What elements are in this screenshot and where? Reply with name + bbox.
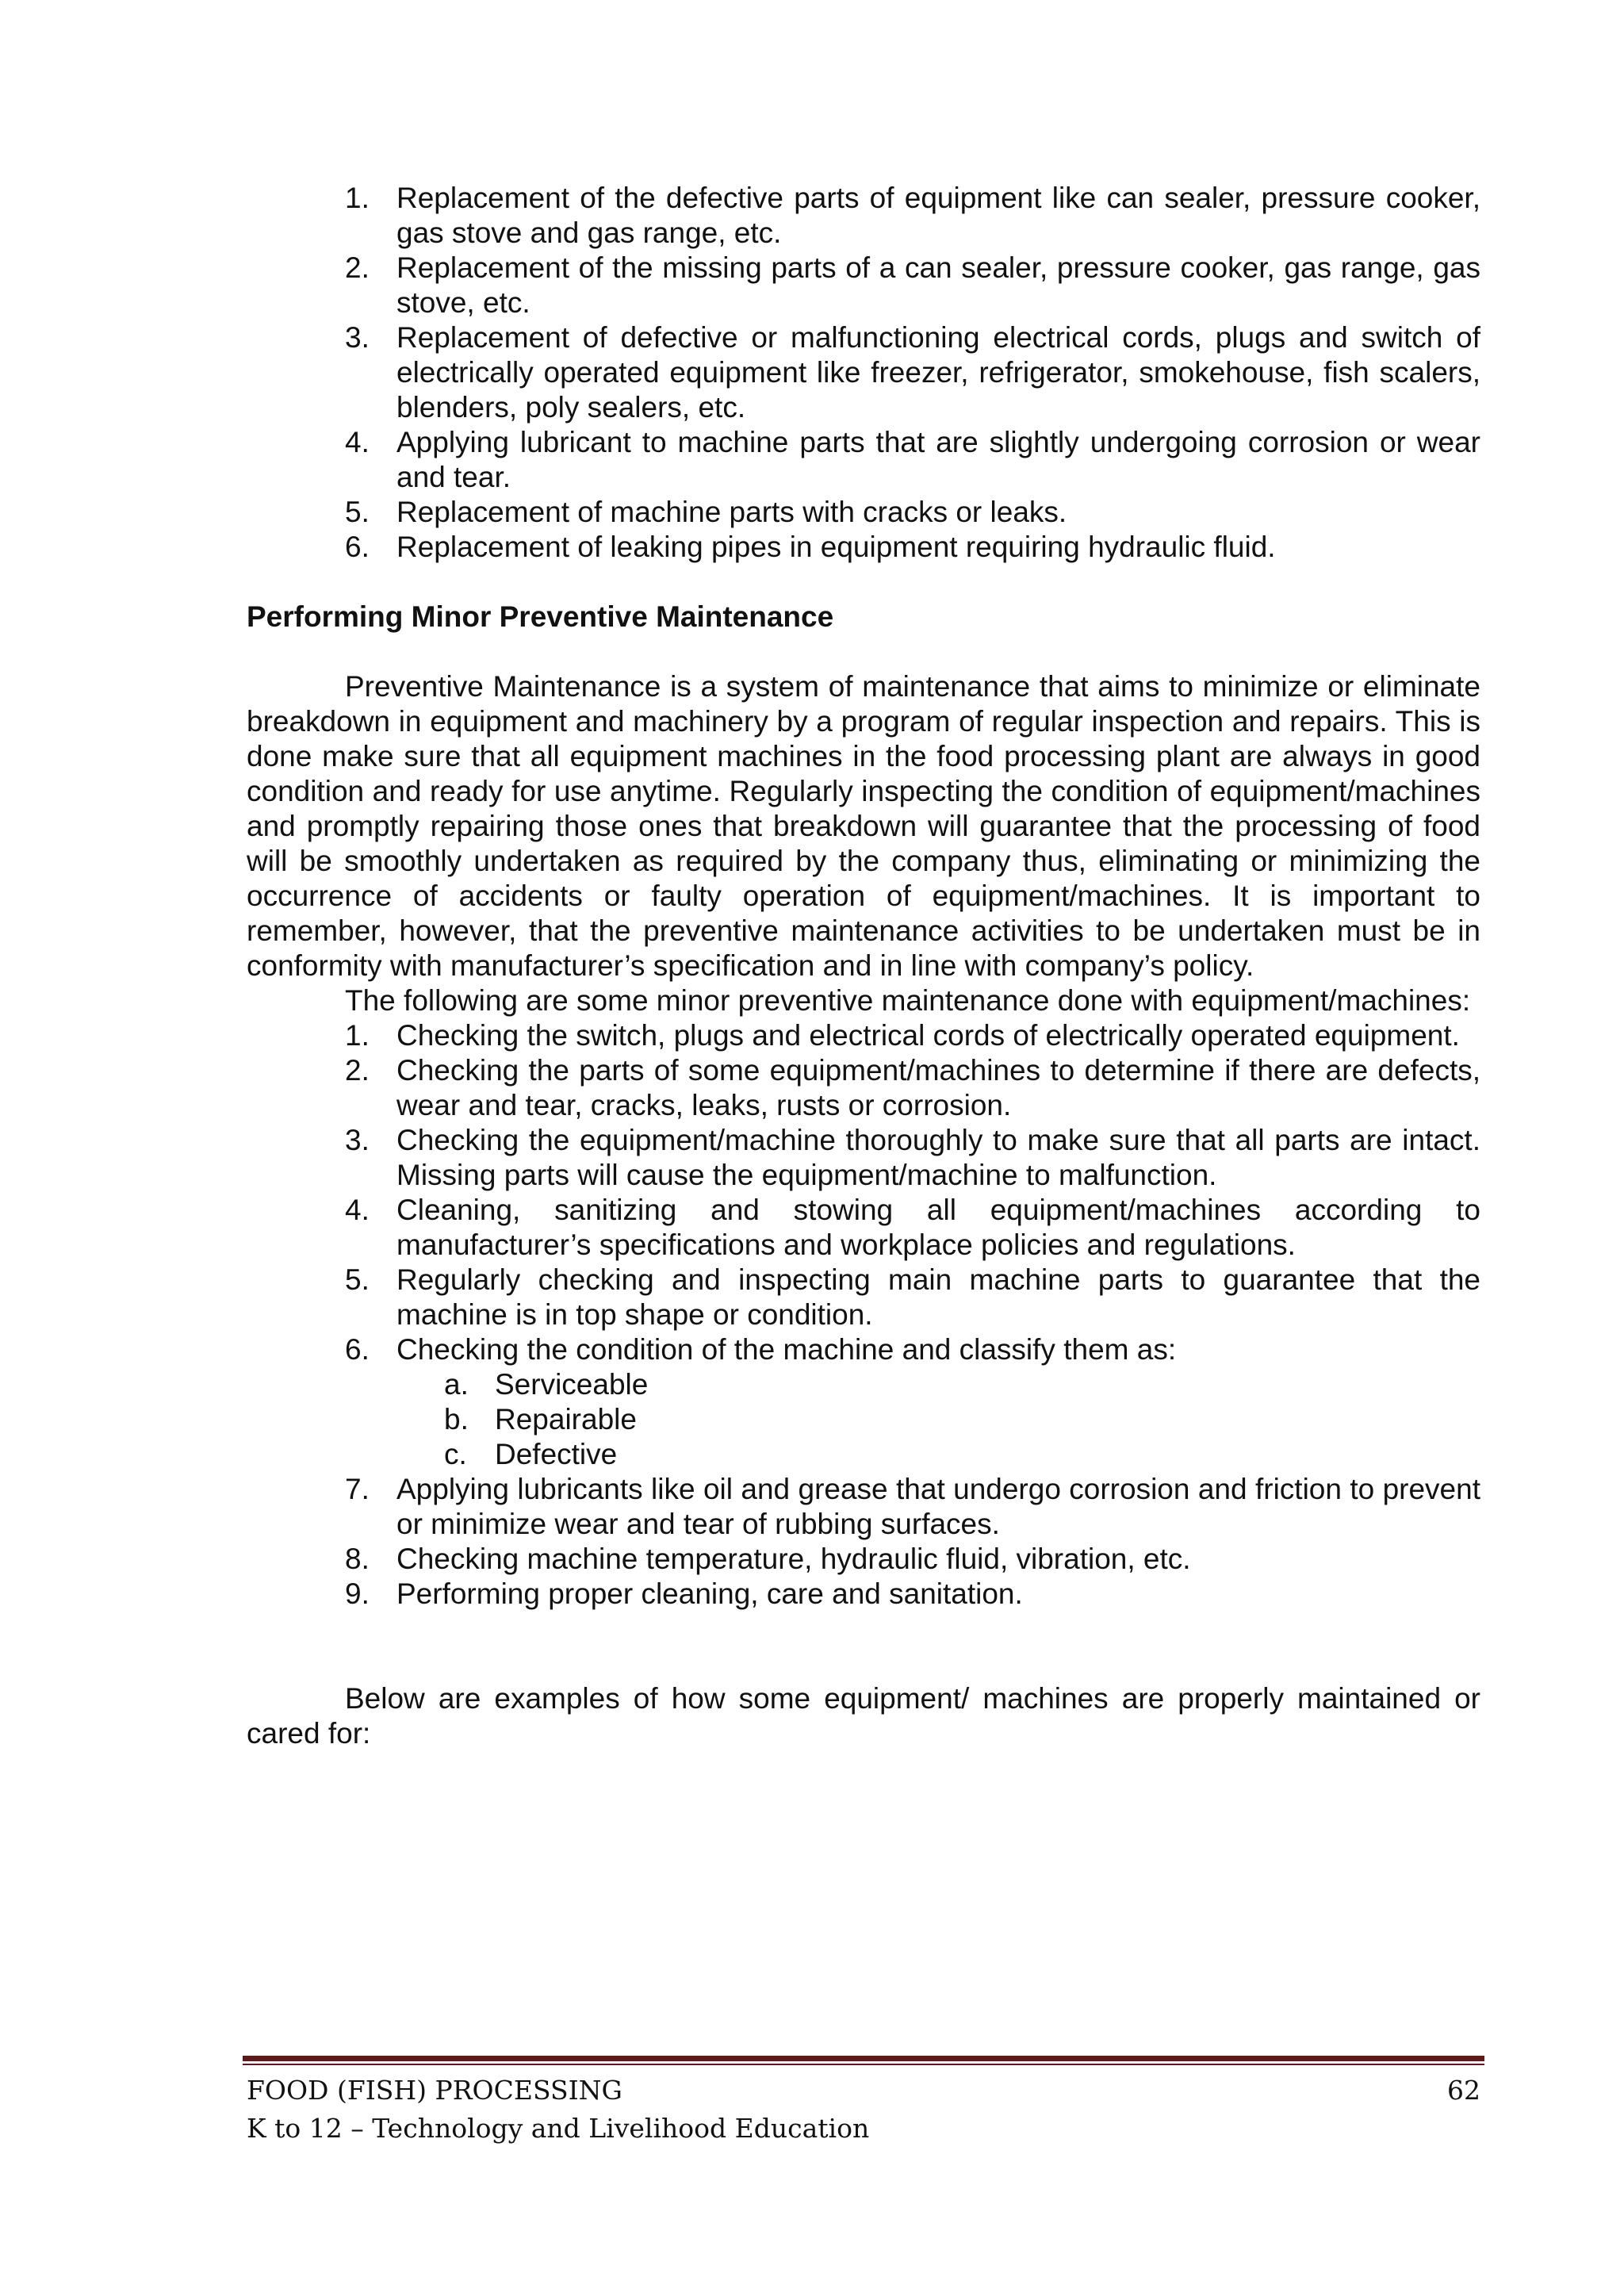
maintenance-list	[247, 1018, 1480, 1612]
list-item-text: Applying lubricants like oil and grease that undergo corrosion and friction to prevent or minimize wear and tear of rubbing surfaces.	[396, 1473, 1480, 1540]
list-item	[247, 1053, 1480, 1123]
list-number: 9.	[345, 1577, 370, 1610]
sublist-item	[396, 1437, 1480, 1472]
sublist-letter: a.	[444, 1368, 469, 1401]
sublist-item	[396, 1402, 1480, 1437]
list-number: 2.	[345, 251, 370, 284]
list-item-text: Checking machine temperature, hydraulic fluid, vibration, etc.	[396, 1543, 1191, 1575]
footer-row	[247, 2072, 1480, 2110]
list-number: 4.	[345, 426, 370, 458]
list-item-text: Checking the equipment/machine thoroughly to make sure that all parts are intact. Missing parts will cause the equipment/machine to malfunction.	[396, 1124, 1480, 1191]
list-number: 8.	[345, 1543, 370, 1575]
section-heading: Performing Minor Preventive Maintenance	[247, 600, 834, 633]
list-item	[247, 530, 1480, 565]
sublist-item-text: Repairable	[495, 1403, 637, 1435]
list-item	[247, 1472, 1480, 1542]
body-paragraph: Preventive Maintenance is a system of maintenance that aims to minimize or eliminate breakdown in equipment and machinery by a program of regular inspection and repairs. This is done make sure that all equipment machines in the food processing plant are always in good condition and ready for use anytime. Regularly inspecting the condition of equipment/machines and promptly repairing those ones that breakdown will guarantee that the processing of food will be smoothly undertaken as required by the company thus, eliminating or minimizing the occurrence of accidents or faulty operation of equipment/machines. It is important to remember, however, that the preventive maintenance activities to be undertaken must be in conformity with manufacturer’s specification and in line with company’s policy.	[247, 670, 1480, 982]
page-content	[247, 181, 1480, 1751]
sublist-item-text: Defective	[495, 1438, 618, 1470]
list-item	[247, 1193, 1480, 1263]
page-footer	[247, 2072, 1480, 2148]
footer-title: FOOD (FISH) PROCESSING	[247, 2075, 622, 2106]
list-item	[247, 1018, 1480, 1053]
list-number: 1.	[345, 182, 370, 214]
classification-sublist	[396, 1367, 1480, 1472]
page-number: 62	[1447, 2075, 1480, 2106]
list-number: 4.	[345, 1194, 370, 1226]
list-number: 6.	[345, 531, 370, 563]
list-item	[247, 1542, 1480, 1577]
list-item-text: Replacement of machine parts with cracks or leaks.	[396, 496, 1067, 528]
list-item-text: Cleaning, sanitizing and stowing all equipment/machines according to manufacturer’s specifications and workplace policies and regulations.	[396, 1194, 1480, 1261]
list-item	[247, 1263, 1480, 1332]
footer-divider-thin	[243, 2064, 1484, 2065]
list-item	[247, 495, 1480, 530]
list-item-text: Replacement of leaking pipes in equipment requiring hydraulic fluid.	[396, 531, 1276, 563]
list-item	[247, 425, 1480, 495]
list-item	[247, 320, 1480, 425]
list-number: 5.	[345, 1263, 370, 1296]
list-number: 7.	[345, 1473, 370, 1505]
list-item-text: Replacement of defective or malfunctioning electrical cords, plugs and switch of electrically operated equipment like freezer, refrigerator, smokehouse, fish scalers, blenders, poly sealers, etc.	[396, 321, 1480, 424]
list-number: 6.	[345, 1333, 370, 1366]
list-item-text: Checking the parts of some equipment/machines to determine if there are defects, wear and tear, cracks, leaks, rusts or corrosion.	[396, 1054, 1480, 1121]
list-item	[247, 181, 1480, 251]
list-item	[247, 1123, 1480, 1193]
list-item-text: Applying lubricant to machine parts that are slightly undergoing corrosion or wear and tear.	[396, 426, 1480, 493]
list-item-text: Replacement of the missing parts of a can sealer, pressure cooker, gas range, gas stove, etc.	[396, 251, 1480, 319]
vertical-spacer	[247, 1612, 1480, 1681]
sublist-letter: c.	[444, 1438, 467, 1470]
body-paragraph: Below are examples of how some equipment/ machines are properly maintained or cared for:	[247, 1682, 1480, 1750]
list-item-text: Regularly checking and inspecting main machine parts to guarantee that the machine is in top shape or condition.	[396, 1263, 1480, 1331]
list-number: 5.	[345, 496, 370, 528]
footer-divider	[243, 2056, 1484, 2061]
sublist-item	[396, 1367, 1480, 1402]
list-item-text: Replacement of the defective parts of equipment like can sealer, pressure cooker, gas stove and gas range, etc.	[396, 182, 1480, 249]
list-item-text: Checking the switch, plugs and electrical cords of electrically operated equipment.	[396, 1019, 1460, 1052]
list-number: 3.	[345, 1124, 370, 1156]
list-item	[247, 251, 1480, 320]
sublist-item-text: Serviceable	[495, 1368, 649, 1401]
list-number: 2.	[345, 1054, 370, 1087]
list-number: 3.	[345, 321, 370, 354]
list-number: 1.	[345, 1019, 370, 1052]
list-item	[247, 1332, 1480, 1472]
footer-subtitle: K to 12 – Technology and Livelihood Education	[247, 2113, 870, 2144]
body-paragraph: The following are some minor preventive maintenance done with equipment/machines:	[345, 984, 1471, 1017]
repair-list	[247, 181, 1480, 565]
list-item	[247, 1577, 1480, 1612]
list-item-text: Checking the condition of the machine and classify them as:	[396, 1333, 1177, 1366]
sublist-letter: b.	[444, 1403, 469, 1435]
list-item-text: Performing proper cleaning, care and sanitation.	[396, 1577, 1023, 1610]
